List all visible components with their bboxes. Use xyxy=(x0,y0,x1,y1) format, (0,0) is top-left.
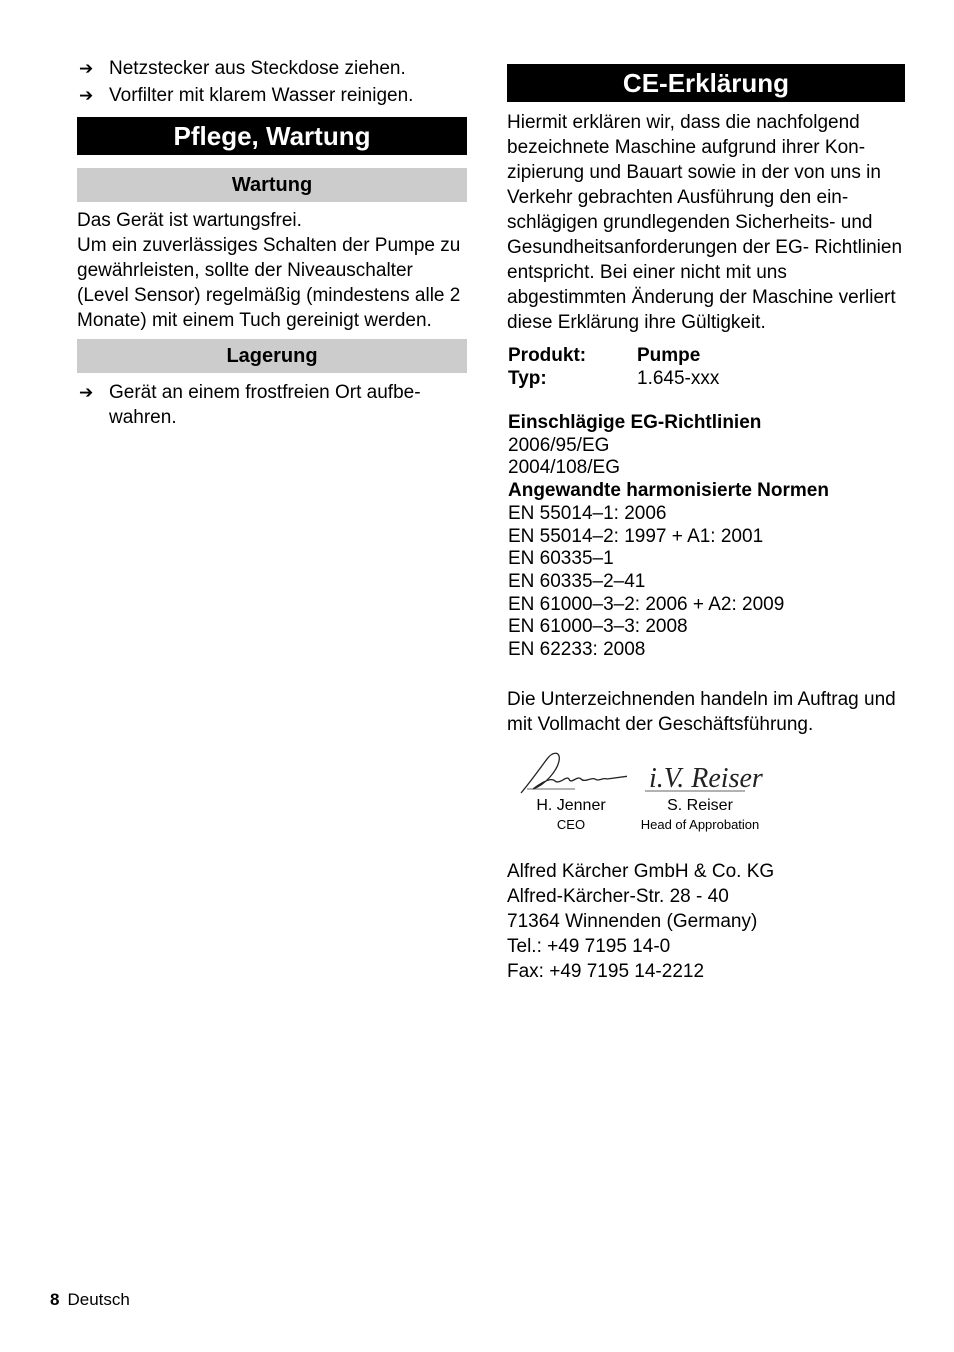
directive-item: 2006/95/EG xyxy=(508,434,610,456)
directive-item: 2004/108/EG xyxy=(508,457,620,479)
type-value: 1.645-xxx xyxy=(637,368,720,389)
address-line: Tel.: +49 7195 14-0 xyxy=(507,935,671,957)
signatory-role: Head of Approbation xyxy=(640,816,760,832)
type-row xyxy=(508,367,905,390)
signature-text: i.V. Reiser xyxy=(649,762,763,794)
signature-scribble-jenner xyxy=(515,749,627,797)
list-item xyxy=(77,380,467,430)
address-line: Alfred Kärcher GmbH & Co. KG xyxy=(507,860,775,882)
signature-scribble-reiser xyxy=(635,749,765,797)
signatory-role: CEO xyxy=(556,816,586,832)
bullet-text: Gerät an einem frostfreien Ort aufbe- wahren. xyxy=(109,382,421,428)
ce-intro: Hiermit erklären wir, dass die nachfolgend bezeichnete Maschine aufgrund ihrer Kon- zipierung und Bauart sowie in der von uns in Verkehr gebrachten Ausführung den ein- schlägigen grundlegenden Sicherheits- und Gesundheitsanforderungen der EG- Richtlinien entspricht. Bei einer nicht mit uns abgestimmten Änderung der Maschine verliert diese Erklärung ihre Gültigkeit. xyxy=(507,112,903,333)
signatories-text: Die Unterzeichnenden handeln im Auftrag und mit Vollmacht der Geschäftsführung. xyxy=(507,688,896,735)
signatory-name: H. Jenner xyxy=(536,796,606,814)
product-label: Produkt: xyxy=(508,345,587,366)
left-column xyxy=(77,56,467,430)
address-line: Fax: +49 7195 14-2212 xyxy=(507,960,705,982)
norm-item: EN 62233: 2008 xyxy=(508,639,646,661)
page-footer xyxy=(50,1290,130,1310)
right-column xyxy=(507,64,905,984)
product-row xyxy=(508,344,905,367)
norm-item: EN 55014–2: 1997 + A1: 2001 xyxy=(508,525,764,547)
norm-item: EN 60335–1 xyxy=(508,548,614,570)
norm-item: EN 55014–1: 2006 xyxy=(508,502,667,524)
norm-item: EN 60335–2–41 xyxy=(508,570,646,592)
list-item xyxy=(77,83,467,108)
signature-row xyxy=(507,749,905,841)
directives-heading: Einschlägige EG-Richtlinien xyxy=(508,412,762,433)
wartung-text: Um ein zuverlässiges Schalten der Pumpe zu gewährleisten, sollte der Niveauschalter (Level Sensor) regelmäßig (mindestens alle 2 Monate) mit einem Tuch gereinigt werden. xyxy=(77,235,461,331)
bullet-text: Vorfilter mit klarem Wasser reinigen. xyxy=(109,85,414,106)
signature-jenner xyxy=(515,749,627,835)
section-title-pflege: Pflege, Wartung xyxy=(77,117,467,155)
page-number: 8 xyxy=(50,1290,60,1309)
subheading-wartung: Wartung xyxy=(77,168,467,202)
arrow-right-icon: ➔ xyxy=(79,59,94,78)
product-value: Pumpe xyxy=(637,345,701,366)
company-address xyxy=(507,859,905,984)
section-title-ce: CE-Erklärung xyxy=(507,64,905,102)
list-item xyxy=(77,56,467,81)
directives-block xyxy=(507,412,905,662)
norms-heading: Angewandte harmonisierte Normen xyxy=(508,480,829,502)
signatory-name: S. Reiser xyxy=(667,796,733,814)
wartung-line1: Das Gerät ist wartungsfrei. xyxy=(77,210,302,231)
norm-item: EN 61000–3–2: 2006 + A2: 2009 xyxy=(508,593,785,615)
signature-reiser xyxy=(635,749,765,835)
subheading-lagerung: Lagerung xyxy=(77,339,467,373)
address-line: 71364 Winnenden (Germany) xyxy=(507,910,758,932)
type-label: Typ: xyxy=(508,368,547,389)
arrow-right-icon: ➔ xyxy=(79,86,94,105)
product-info xyxy=(507,344,905,390)
arrow-right-icon: ➔ xyxy=(79,383,94,402)
wartung-body xyxy=(77,208,467,333)
bullet-text: Netzstecker aus Steckdose ziehen. xyxy=(109,58,406,79)
footer-language: Deutsch xyxy=(67,1290,130,1309)
norm-item: EN 61000–3–3: 2008 xyxy=(508,616,688,638)
address-line: Alfred-Kärcher-Str. 28 - 40 xyxy=(507,885,729,907)
